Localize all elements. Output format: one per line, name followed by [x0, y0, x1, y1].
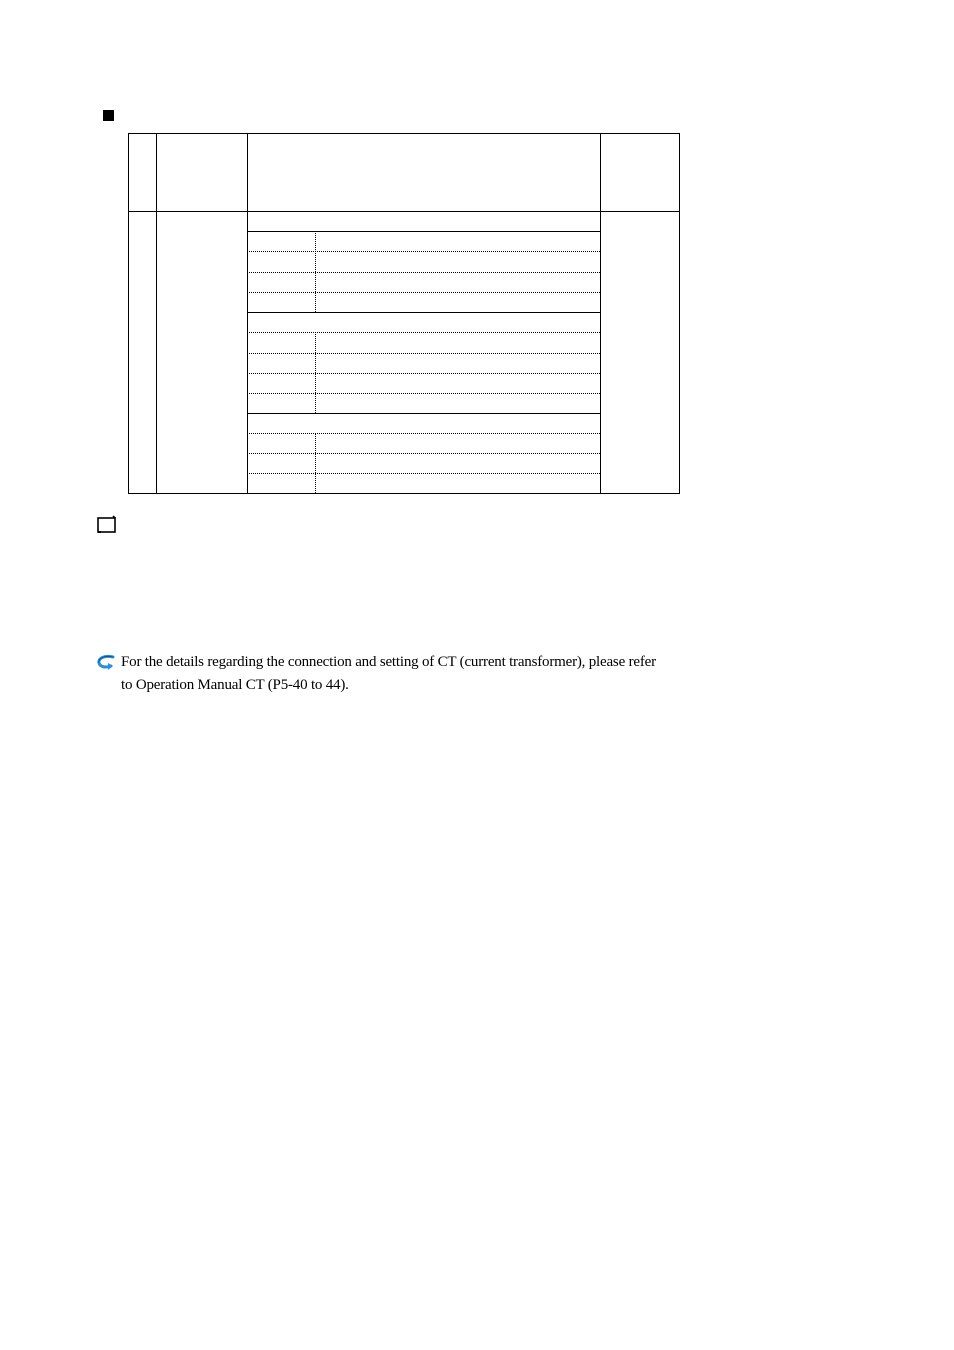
table-dotted-row — [247, 433, 600, 434]
table-border-left — [128, 133, 129, 494]
table-dotted-row — [247, 373, 600, 374]
table-subrow-line — [247, 312, 600, 313]
section-marker-icon — [103, 110, 114, 121]
table-border-bottom — [128, 493, 680, 494]
table-dotted-row — [247, 353, 600, 354]
memo-frame-icon — [97, 515, 117, 534]
table-dotted-col — [315, 433, 316, 493]
reference-note-line-1: For the details regarding the connection and setting of CT (current transformer), please refer — [121, 654, 656, 670]
table-col-line-3 — [600, 133, 601, 494]
table-dotted-row — [247, 292, 600, 293]
table-dotted-row — [247, 453, 600, 454]
table-dotted-row — [247, 332, 600, 333]
table-dotted-row — [247, 272, 600, 273]
table-header-divider — [128, 211, 680, 212]
table-border-top — [128, 133, 680, 134]
table-dotted-row — [247, 473, 600, 474]
reference-note-line-2: to Operation Manual CT (P5-40 to 44). — [121, 677, 349, 693]
table-dotted-row — [247, 393, 600, 394]
table-dotted-row — [247, 251, 600, 252]
table-dotted-col — [315, 332, 316, 413]
parameter-table — [128, 133, 680, 494]
table-dotted-col — [315, 231, 316, 312]
table-subrow-line — [247, 231, 600, 232]
reference-note — [121, 651, 761, 697]
table-col-line-2 — [247, 133, 248, 494]
table-col-line-1 — [156, 133, 157, 494]
reference-arrow-icon — [96, 654, 116, 672]
table-subrow-line — [247, 413, 600, 414]
table-border-right — [679, 133, 680, 494]
